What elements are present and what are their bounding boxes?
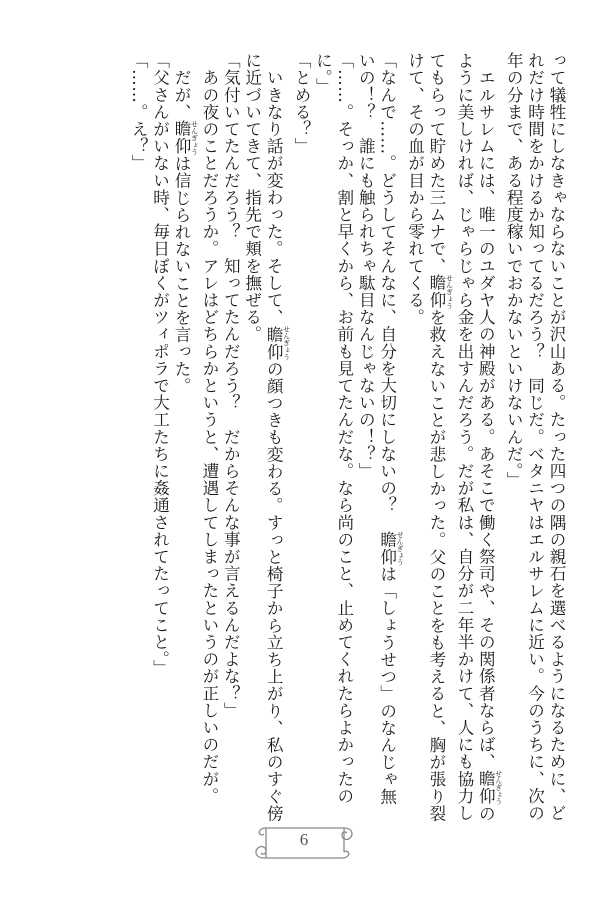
text-line: 「……。そっか、割と早くから、お前も見てたんだな。なら尚のこと、止めてくれたらよかったの xyxy=(334,52,354,805)
text-line: 「なんで……。どうしてそんなに、自分を大切にしないの？ 瞻仰 せんぎょうは「しょうせつ」のなんじゃ無 xyxy=(377,52,405,805)
text-line: れだけ時間をかけるか知ってるだろう？ 同じだ。ベタニヤはエルサレムに近い。今のうちに、次の xyxy=(525,52,545,822)
text-line: 「気付いてたんだろう？ 知ってたんだろう？ だからそんな事が言えるんだよな？」 xyxy=(221,52,241,719)
text-line: けて、その血が目から零れてくる。 xyxy=(405,52,425,326)
ruby-word: 瞻仰 せんぎょう xyxy=(476,770,503,806)
ruby-word: 瞻仰 せんぎょう xyxy=(172,120,199,156)
text-line: 「とめる？」 xyxy=(292,52,312,155)
text-line: 「……。え？」 xyxy=(129,52,149,172)
page-number: 6 xyxy=(299,830,309,849)
text-line: に近づいてきて、指先で頬を撫ぜる。 xyxy=(242,52,262,343)
text-line: ように美しければ、じゃらじゃら金を出すんだろう。だが私は、自分が二年半かけて、人にも協力し xyxy=(454,52,474,822)
text-line: だが、瞻仰 せんぎょうは信じられないことを言った。 xyxy=(172,52,199,395)
text-line: って犠牲にしなきゃならないことが沢山ある。たった四つの隅の親石を選べるようになるために、ど xyxy=(547,52,566,822)
vertical-text-block xyxy=(27,52,567,822)
text-line: エルサレムには、唯一のユダヤ人の神殿がある。あそこで働く祭司や、その関係者ならば、瞻仰 せんぎょうの xyxy=(476,52,503,822)
text-line: 「父さんがいない時、毎日ぼくがツィポラで大工たちに姦通されてたってこと。」 xyxy=(150,52,170,677)
text-line: あの夜のことだろうか。アレはどちらかというと、遭遇してしまったというのが正しいのだが。 xyxy=(199,52,219,805)
text-line: いの！？ 誰にも触られちゃ駄目なんじゃないの！？」 xyxy=(356,52,376,480)
ruby-word: 瞻仰 せんぎょう xyxy=(377,530,405,566)
ruby-word: 瞻仰 せんぎょう xyxy=(264,325,291,361)
page-number-scroll xyxy=(252,822,356,866)
text-line: 年の分まで、ある程度稼いでおかないといけないんだ。」 xyxy=(504,52,524,489)
text-line: てもらって貯めた三ムナで、瞻仰 せんぎょうを救えないことが悲しかった。父のことをも考えると、胸が張り裂 xyxy=(426,52,454,822)
text-line: に。」 xyxy=(313,52,333,95)
ruby-word: 瞻仰 せんぎょう xyxy=(426,274,454,310)
text-line: いきなり話が変わった。そして、瞻仰 せんぎょうの顔つきも変わる。すっと椅子から立ち上がり、私のすぐ傍 xyxy=(264,52,291,822)
